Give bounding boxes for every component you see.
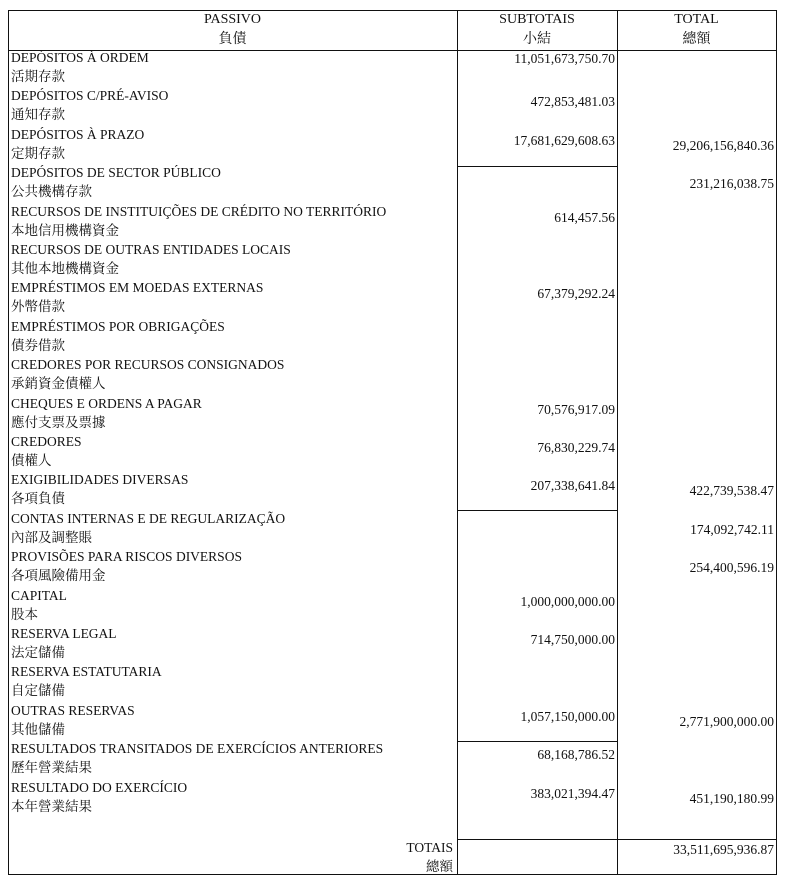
row-label-zh: 股本 (11, 607, 38, 622)
row-subtotal: 207,338,641.84 (530, 478, 615, 493)
row-label-pt: RESULTADO DO EXERCÍCIO (11, 780, 188, 795)
table-row-label (11, 509, 456, 547)
group-separator (457, 166, 617, 167)
row-label-zh: 通知存款 (11, 107, 65, 122)
table-row-label (11, 739, 456, 777)
row-label-pt: EMPRÉSTIMOS EM MOEDAS EXTERNAS (11, 280, 264, 295)
row-subtotal: 1,000,000,000.00 (520, 594, 615, 609)
row-label-pt: OUTRAS RESERVAS (11, 703, 135, 718)
border-left (8, 10, 9, 874)
table-row-label (11, 278, 456, 316)
header-passivo-zh: 負債 (218, 32, 247, 47)
header-total-pt: TOTAL (674, 12, 719, 27)
table-row-label (11, 86, 456, 124)
header-passivo (8, 10, 457, 50)
row-subtotal: 11,051,673,750.70 (514, 51, 615, 66)
row-label-zh: 承銷資金債權人 (11, 376, 106, 391)
group-separator (457, 510, 617, 511)
table-row-label (11, 48, 456, 86)
row-total: 2,771,900,000.00 (679, 714, 774, 729)
table-row-label (11, 202, 456, 240)
row-label-pt: CHEQUES E ORDENS A PAGAR (11, 396, 202, 411)
row-subtotal: 67,379,292.24 (537, 286, 615, 301)
row-label-pt: RESERVA LEGAL (11, 626, 117, 641)
row-subtotal: 68,168,786.52 (537, 747, 615, 762)
header-total-zh: 總額 (682, 32, 711, 47)
row-label-pt: RESULTADOS TRANSITADOS DE EXERCÍCIOS ANTERIORES (11, 741, 384, 756)
row-label-zh: 法定儲備 (11, 645, 65, 660)
row-label-zh: 債券借款 (11, 338, 65, 353)
row-label-pt: RECURSOS DE INSTITUIÇÕES DE CRÉDITO NO TERRITÓRIO (11, 204, 387, 219)
row-total: 422,739,538.47 (689, 483, 774, 498)
row-subtotal: 1,057,150,000.00 (520, 709, 615, 724)
border-right (776, 10, 777, 874)
header-passivo-pt: PASSIVO (203, 12, 262, 27)
divider-passivo-subtotais (457, 10, 458, 874)
row-label-pt: DEPÓSITOS À ORDEM (11, 50, 149, 65)
table-row-label (11, 778, 456, 816)
row-label-pt: EMPRÉSTIMOS POR OBRIGAÇÕES (11, 319, 225, 334)
header-subtotais (457, 10, 617, 50)
row-total: 29,206,156,840.36 (672, 138, 774, 153)
row-subtotal: 383,021,394.47 (530, 786, 615, 801)
table-row-label (11, 624, 456, 662)
table-row-label (11, 586, 456, 624)
row-label-pt: EXIGIBILIDADES DIVERSAS (11, 472, 189, 487)
header-total (617, 10, 776, 50)
table-row-label (11, 163, 456, 201)
row-label-pt: PROVISÕES PARA RISCOS DIVERSOS (11, 549, 242, 564)
totals-label-pt: TOTAIS (406, 840, 453, 855)
table-row-label (11, 355, 456, 393)
table-row-label (11, 470, 456, 508)
row-label-pt: RECURSOS DE OUTRAS ENTIDADES LOCAIS (11, 242, 291, 257)
row-label-pt: CREDORES POR RECURSOS CONSIGNADOS (11, 357, 285, 372)
row-total: 231,216,038.75 (689, 176, 774, 191)
row-total: 254,400,596.19 (689, 560, 774, 575)
row-label-zh: 活期存款 (11, 69, 65, 84)
row-subtotal: 714,750,000.00 (530, 632, 615, 647)
table-row-label (11, 547, 456, 585)
row-total: 451,190,180.99 (689, 791, 774, 806)
row-label-zh: 各項風險備用金 (11, 568, 106, 583)
table-row-label (11, 317, 456, 355)
row-subtotal: 472,853,481.03 (530, 94, 615, 109)
row-label-zh: 本地信用機構資金 (11, 223, 119, 238)
row-label-zh: 定期存款 (11, 146, 65, 161)
row-label-zh: 外幣借款 (11, 299, 65, 314)
row-subtotal: 17,681,629,608.63 (513, 133, 615, 148)
header-subtotais-pt: SUBTOTAIS (499, 12, 575, 27)
table-row-label (11, 701, 456, 739)
row-label-zh: 歷年營業結果 (11, 760, 92, 775)
table-row-label (11, 432, 456, 470)
row-label-pt: DEPÓSITOS C/PRÉ-AVISO (11, 88, 169, 103)
row-label-pt: CREDORES (11, 434, 82, 449)
row-label-zh: 各項負債 (11, 491, 65, 506)
row-label-pt: CONTAS INTERNAS E DE REGULARIZAÇÃO (11, 511, 286, 526)
row-label-pt: CAPITAL (11, 588, 67, 603)
row-label-zh: 本年營業結果 (11, 799, 92, 814)
table-row-label (11, 240, 456, 278)
row-label-zh: 其他儲備 (11, 722, 65, 737)
row-label-pt: DEPÓSITOS À PRAZO (11, 127, 145, 142)
row-subtotal: 76,830,229.74 (537, 440, 615, 455)
row-subtotal: 614,457.56 (554, 210, 615, 225)
group-separator (457, 741, 617, 742)
row-label-zh: 其他本地機構資金 (11, 261, 119, 276)
row-label-zh: 債權人 (11, 453, 52, 468)
row-label-zh: 公共機構存款 (11, 184, 92, 199)
totals-label (300, 838, 453, 876)
table-row-label (11, 125, 456, 163)
row-label-zh: 內部及調整賬 (11, 530, 92, 545)
row-label-zh: 自定儲備 (11, 683, 65, 698)
row-label-pt: RESERVA ESTATUTARIA (11, 664, 162, 679)
row-label-pt: DEPÓSITOS DE SECTOR PÚBLICO (11, 165, 221, 180)
row-subtotal: 70,576,917.09 (537, 402, 615, 417)
header-subtotais-zh: 小結 (523, 32, 551, 47)
totals-label-zh: 總額 (426, 859, 453, 874)
table-row-label (11, 662, 456, 700)
row-label-zh: 應付支票及票據 (11, 415, 106, 430)
totals-value: 33,511,695,936.87 (673, 842, 774, 857)
divider-subtotais-total (617, 10, 618, 874)
row-total: 174,092,742.11 (690, 522, 774, 537)
table-row-label (11, 394, 456, 432)
